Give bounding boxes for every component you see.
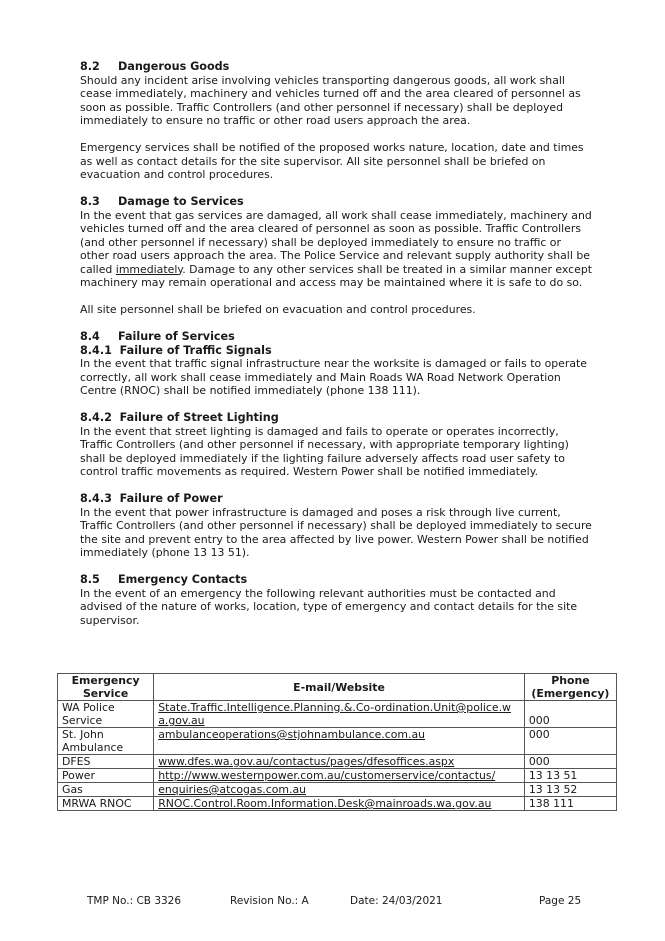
section-title: Dangerous Goods	[118, 60, 230, 73]
section-number: 8.5	[80, 573, 100, 586]
paragraph: All site personnel shall be briefed on evacuation and control procedures.	[80, 303, 476, 316]
phone-cell: 13 13 51	[524, 769, 616, 783]
phone-cell: 000	[524, 755, 616, 769]
table-row	[58, 728, 617, 755]
table-row	[58, 783, 617, 797]
service-cell: WA Police Service	[58, 701, 154, 728]
paragraph: In the event that traffic signal infrastructure near the worksite is damaged or fails to operate correctly, all work shall cease immediately and Main Roads WA Road Network Operation Centre (RNOC) shall be notified immediately (phone 138 111).	[80, 357, 587, 397]
heading-8-4-2	[80, 411, 592, 425]
contact-link[interactable]: RNOC.Control.Room.Information.Desk@mainroads.wa.gov.au	[154, 797, 525, 811]
paragraph: In the event of an emergency the following relevant authorities must be contacted and advised of the nature of works, location, type of emergency and contact details for the site supervisor.	[80, 586, 578, 627]
section-title: Failure of Services	[118, 330, 235, 343]
section-number: 8.4.1	[80, 343, 112, 357]
section-number: 8.4.2	[80, 411, 112, 424]
header-email-website: E-mail/Website	[154, 674, 525, 701]
contact-link[interactable]: ambulanceoperations@stjohnambulance.com.au	[154, 728, 525, 755]
revision-number: Revision No.: A	[230, 895, 309, 907]
service-cell: Gas	[58, 783, 154, 797]
contact-link[interactable]: www.dfes.wa.gov.au/contactus/pages/dfesoffices.aspx	[154, 755, 525, 769]
paragraph	[80, 209, 592, 290]
section-title: Damage to Services	[118, 195, 244, 208]
header-phone: Phone (Emergency)	[524, 674, 616, 701]
contact-link[interactable]: enquiries@atcogas.com.au	[154, 783, 525, 797]
contact-link[interactable]: http://www.westernpower.com.au/customerservice/contactus/	[154, 769, 525, 783]
tmp-number: TMP No.: CB 3326	[87, 895, 182, 907]
table-row	[58, 769, 617, 783]
paragraph: Emergency services shall be notified of the proposed works nature, location, date and times as well as contact details for the site supervisor. All site personnel shall be briefed on evacuation and control procedures.	[80, 141, 584, 181]
service-cell: MRWA RNOC	[58, 797, 154, 811]
document-date: Date: 24/03/2021	[350, 895, 443, 907]
page-number: Page 25	[539, 895, 582, 907]
header-emergency-service: Emergency Service	[58, 674, 154, 701]
phone-cell: 000	[524, 701, 616, 728]
heading-8-2	[80, 60, 592, 74]
section-title: Failure of Street Lighting	[119, 411, 279, 424]
paragraph: Should any incident arise involving vehicles transporting dangerous goods, all work shall cease immediately, machinery and vehicles turned off and the area cleared of personnel as soon as possible. Traffic Controllers (and other personnel if necessary) shall be deployed immediately to ensure no traffic or other road users approach the area.	[80, 73, 581, 127]
phone-cell: 138 111	[524, 797, 616, 811]
heading-8-4	[80, 330, 592, 344]
heading-8-4-3	[80, 492, 592, 506]
paragraph: In the event that street lighting is damaged and fails to operate or operates incorrectly, Traffic Controllers (and other personnel if necessary, with appropriate temporary lighting) shall be deployed immediately if the lighting failure adversely affects road user safety to control traffic movements as required. Western Power shall be notified immediately.	[80, 424, 569, 478]
section-title: Failure of Traffic Signals	[119, 343, 272, 357]
heading-8-3	[80, 195, 592, 209]
phone-cell: 000	[524, 728, 616, 755]
service-cell: Power	[58, 769, 154, 783]
table-row	[58, 701, 617, 728]
section-title: Emergency Contacts	[118, 573, 248, 586]
table-row	[58, 755, 617, 769]
section-number: 8.4	[80, 330, 100, 343]
heading-8-5	[80, 573, 592, 587]
section-number: 8.3	[80, 195, 100, 208]
service-cell: St. John Ambulance	[58, 728, 154, 755]
underlined-text: immediately	[115, 262, 183, 276]
text-run: . Damage to any other services shall be treated in a similar manner except machinery may remain operational and access may be maintained where it is safe to do so.	[80, 262, 593, 289]
emergency-contacts-table	[57, 673, 617, 811]
section-number: 8.4.3	[80, 492, 112, 505]
paragraph: In the event that power infrastructure is damaged and poses a risk through live current, Traffic Controllers (and other personnel if necessary) shall be deployed immediately to secure the site and prevent entry to the area affected by live power. Western Power shall be notified immediately (phone 13 13 51).	[80, 505, 592, 559]
text-run: In the event that gas services are damaged, all work shall cease immediately, machinery and vehicles turned off and the area cleared of personnel as soon as possible. Traffic Controllers (and other personnel if necessary) shall be deployed immediately to ensure no traffic or other road users approach the area. The Police Service and relevant supply authority shall be called	[80, 208, 592, 276]
section-title: Failure of Power	[119, 492, 223, 505]
section-number: 8.2	[80, 60, 100, 73]
service-cell: DFES	[58, 755, 154, 769]
contact-link[interactable]: State.Traffic.Intelligence.Planning.&.Co-ordination.Unit@police.wa.gov.au	[154, 701, 525, 728]
table-row	[58, 797, 617, 811]
table-header-row	[58, 674, 617, 701]
phone-cell: 13 13 52	[524, 783, 616, 797]
heading-8-4-1	[80, 344, 592, 358]
document-body	[80, 60, 592, 627]
